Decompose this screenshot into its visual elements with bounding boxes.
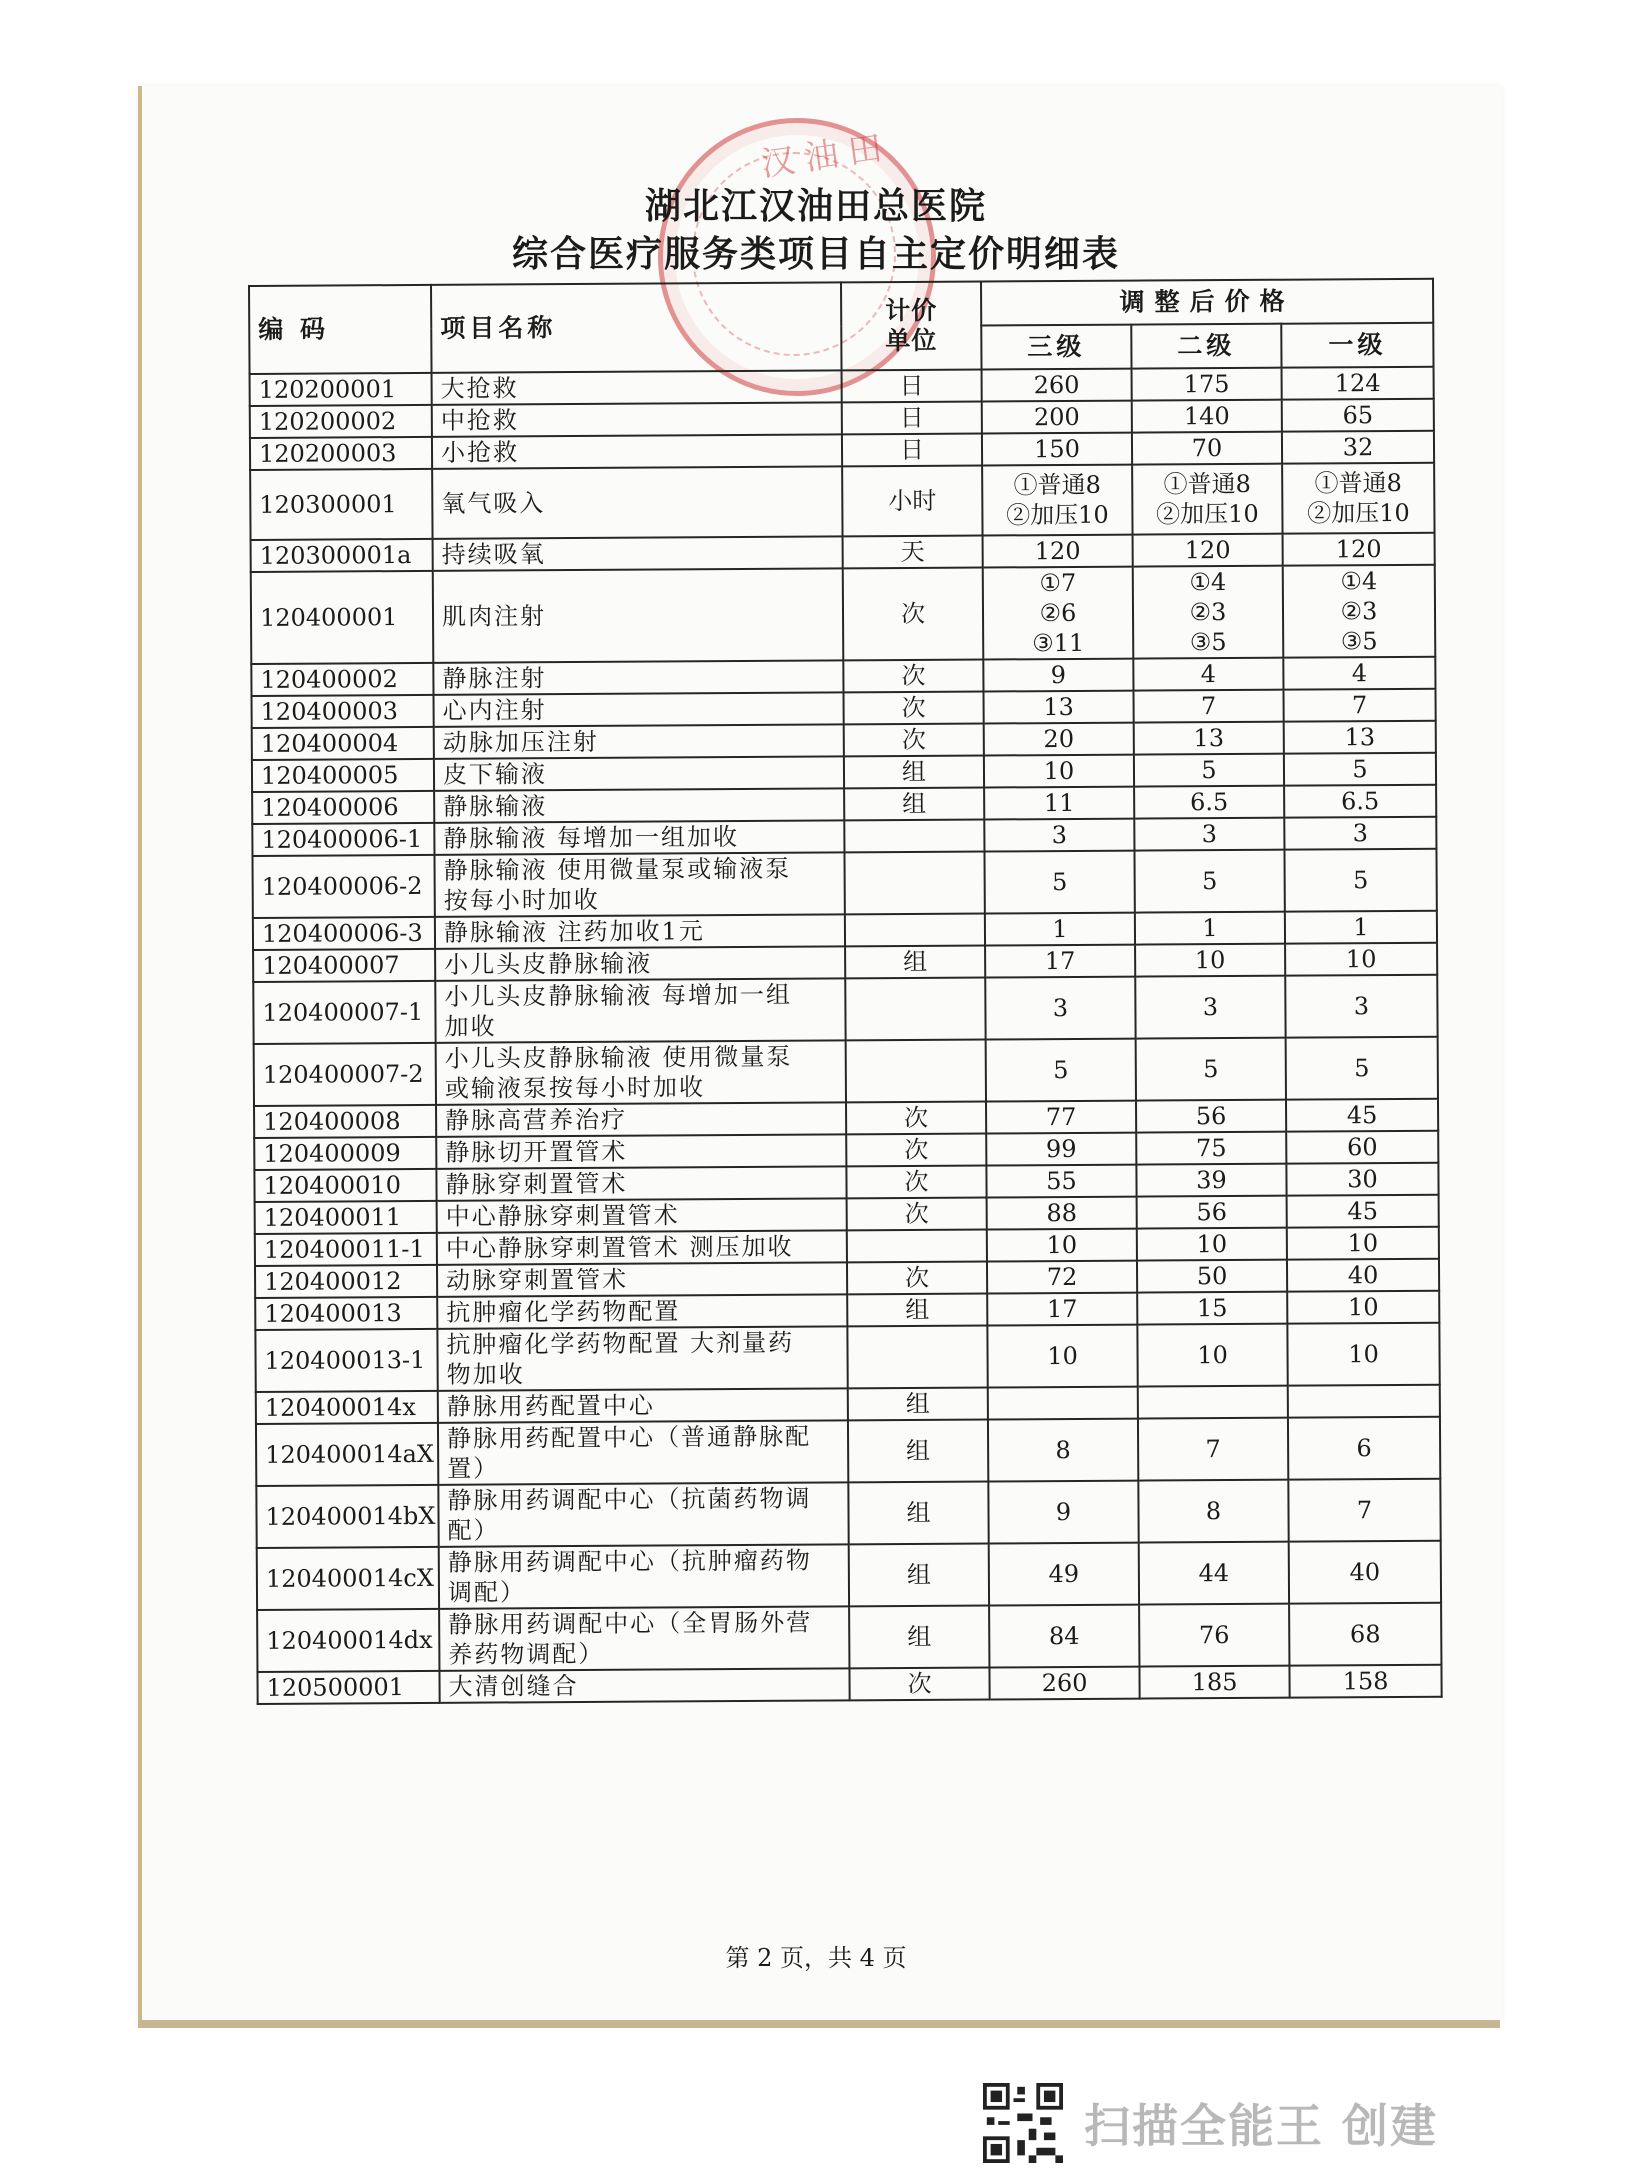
price-level-2: 8 (1138, 1480, 1288, 1543)
price-level-1: 1 (1285, 911, 1437, 944)
price-level-1: 5 (1284, 753, 1436, 786)
price-level-2: 10 (1137, 1324, 1287, 1387)
price-level-2: ①4 ②3 ③5 (1133, 566, 1284, 659)
price-level-2: 7 (1138, 1418, 1288, 1481)
price-level-1: 3 (1285, 975, 1437, 1038)
table-row (251, 565, 1436, 664)
price-level-3: 49 (989, 1543, 1139, 1606)
item-name: 中抢救 (432, 402, 842, 437)
item-unit: 次 (846, 1102, 986, 1135)
item-unit: 次 (843, 660, 983, 693)
item-unit: 组 (848, 1420, 988, 1483)
header-item-name: 项目名称 (431, 282, 842, 373)
price-level-1: 6 (1288, 1417, 1440, 1480)
item-unit (846, 1040, 986, 1103)
item-name: 静脉高营养治疗 (436, 1102, 846, 1137)
item-code: 120300001 (250, 469, 432, 540)
item-unit (845, 978, 985, 1041)
item-code: 120400007-2 (254, 1043, 436, 1106)
price-level-3: 17 (985, 945, 1135, 978)
price-level-3: 260 (989, 1667, 1139, 1700)
item-name: 静脉用药调配中心（抗肿瘤药物 调配） (439, 1544, 849, 1609)
price-level-3: 20 (984, 723, 1134, 756)
item-name: 小抢救 (432, 434, 842, 469)
item-code: 120400006-3 (253, 917, 435, 950)
price-level-1: 120 (1283, 533, 1435, 566)
item-unit: 次 (846, 1166, 986, 1199)
price-level-3: 9 (988, 1481, 1138, 1544)
pricing-table (248, 278, 1443, 1705)
price-level-2: 15 (1137, 1292, 1287, 1325)
price-level-2: 1 (1135, 912, 1285, 945)
item-name: 中心静脉穿刺置管术 测压加收 (437, 1230, 847, 1265)
price-level-1: 40 (1287, 1259, 1439, 1292)
item-unit: 组 (849, 1605, 989, 1668)
table-row (254, 1037, 1438, 1106)
price-level-3: 260 (982, 369, 1132, 402)
price-level-3: 8 (988, 1419, 1138, 1482)
item-unit: 次 (846, 1134, 986, 1167)
table-row (250, 463, 1434, 540)
item-unit: 日 (842, 434, 982, 467)
item-code: 120400013-1 (255, 1329, 437, 1392)
item-code: 120400011 (255, 1201, 437, 1234)
item-unit (845, 914, 985, 947)
price-level-2: 5 (1134, 754, 1284, 787)
table-row (252, 849, 1436, 918)
item-name: 静脉用药配置中心（普通静脉配 置） (438, 1420, 848, 1485)
price-level-3 (988, 1387, 1138, 1420)
price-level-1: 40 (1289, 1541, 1441, 1604)
price-level-2: 5 (1134, 850, 1284, 913)
item-name: 小儿头皮静脉输液 使用微量泵 或输液泵按每小时加收 (436, 1040, 846, 1105)
price-level-2: 76 (1139, 1604, 1289, 1667)
table-row (255, 1323, 1439, 1392)
item-code: 120400014bX (256, 1485, 438, 1548)
item-code: 120400010 (254, 1169, 436, 1202)
price-level-3: 5 (986, 1039, 1136, 1102)
header-code: 编 码 (249, 285, 432, 374)
item-name: 皮下输液 (434, 756, 844, 791)
price-level-1: 45 (1286, 1099, 1438, 1132)
item-name: 动脉加压注射 (434, 724, 844, 759)
header-adjusted-price: 调整后价格 (981, 279, 1433, 326)
price-level-3: 5 (984, 851, 1134, 914)
price-level-2: 3 (1134, 818, 1284, 851)
price-level-1: 5 (1284, 849, 1436, 912)
header-level-3: 三级 (981, 325, 1131, 370)
table-row (257, 1665, 1441, 1704)
table-row (257, 1541, 1441, 1610)
table-title: 综合医疗服务类项目自主定价明细表 (511, 233, 1120, 275)
price-level-3: 84 (989, 1605, 1139, 1668)
price-level-2: 13 (1134, 722, 1284, 755)
price-level-3: 10 (987, 1229, 1137, 1262)
price-level-2: 39 (1136, 1164, 1286, 1197)
item-code: 120400012 (255, 1265, 437, 1298)
item-unit: 组 (844, 756, 984, 789)
price-level-3: 3 (984, 819, 1134, 852)
item-name: 静脉输液 每增加一组加收 (434, 820, 844, 855)
price-level-2: 56 (1137, 1196, 1287, 1229)
item-code: 120400014x (256, 1391, 438, 1424)
item-code: 120400005 (252, 759, 434, 792)
price-level-1: 10 (1287, 1291, 1439, 1324)
item-unit: 组 (849, 1543, 989, 1606)
item-unit: 次 (843, 692, 983, 725)
item-code: 120400013 (255, 1297, 437, 1330)
item-code: 120400014cX (257, 1547, 439, 1610)
item-code: 120400007 (253, 949, 435, 982)
price-level-1: 4 (1283, 657, 1435, 690)
price-level-3: 3 (985, 977, 1135, 1040)
pricing-table-body (250, 367, 1442, 1704)
price-level-1: ①4 ②3 ③5 (1283, 565, 1436, 658)
price-level-1: 45 (1287, 1195, 1439, 1228)
price-level-3: 150 (982, 433, 1132, 466)
price-level-1: 10 (1287, 1227, 1439, 1260)
item-name: 中心静脉穿刺置管术 (437, 1198, 847, 1233)
item-code: 120200002 (250, 405, 432, 438)
item-code: 120400003 (252, 695, 434, 728)
price-level-3: 88 (987, 1197, 1137, 1230)
item-name: 小儿头皮静脉输液 每增加一组 加收 (435, 978, 845, 1043)
item-name: 动脉穿刺置管术 (437, 1262, 847, 1297)
item-name: 持续吸氧 (433, 536, 843, 571)
item-name: 抗肿瘤化学药物配置 大剂量药 物加收 (437, 1326, 847, 1391)
price-level-2: 7 (1133, 690, 1283, 723)
price-level-2: 70 (1132, 432, 1282, 465)
price-level-2: ①普通8 ②加压10 (1132, 464, 1282, 535)
price-level-3: ①7 ②6 ③11 (983, 567, 1134, 660)
item-name: 小儿头皮静脉输液 (435, 946, 845, 981)
price-level-2: 4 (1133, 658, 1283, 691)
item-unit: 天 (843, 536, 983, 569)
price-level-1: 7 (1288, 1479, 1440, 1542)
item-code: 120500001 (257, 1671, 439, 1704)
price-level-3: 13 (983, 691, 1133, 724)
price-level-3: 17 (987, 1293, 1137, 1326)
item-unit (847, 1326, 987, 1389)
header-level-1: 一级 (1281, 323, 1433, 368)
item-name: 静脉用药调配中心（全胃肠外营 养药物调配） (439, 1606, 849, 1671)
price-level-2: 140 (1132, 400, 1282, 433)
item-unit (844, 852, 984, 915)
item-code: 120200003 (250, 437, 432, 470)
price-level-3: ①普通8 ②加压10 (982, 465, 1132, 536)
item-unit: 组 (848, 1388, 988, 1421)
item-unit: 次 (847, 1262, 987, 1295)
item-unit (847, 1230, 987, 1263)
item-code: 120400014aX (256, 1423, 438, 1486)
item-name: 肌肉注射 (433, 568, 844, 663)
price-level-3: 1 (985, 913, 1135, 946)
item-code: 120400006-2 (252, 855, 434, 918)
item-code: 120400002 (251, 663, 433, 696)
price-level-1: ①普通8 ②加压10 (1282, 463, 1434, 534)
price-level-2: 5 (1136, 1038, 1286, 1101)
price-level-2: 185 (1139, 1666, 1289, 1699)
price-level-1: 158 (1289, 1665, 1441, 1698)
item-unit: 组 (845, 946, 985, 979)
price-level-2: 3 (1135, 976, 1285, 1039)
price-level-1: 7 (1283, 689, 1435, 722)
item-name: 氧气吸入 (432, 466, 842, 539)
price-level-1: 124 (1282, 367, 1434, 400)
price-level-3: 200 (982, 401, 1132, 434)
qr-code-icon (983, 2083, 1063, 2163)
price-level-3: 10 (987, 1325, 1137, 1388)
item-name: 静脉输液 使用微量泵或输液泵 按每小时加收 (434, 852, 844, 917)
price-level-1: 68 (1289, 1603, 1441, 1666)
item-unit: 日 (842, 370, 982, 403)
item-name: 静脉切开置管术 (436, 1134, 846, 1169)
item-unit: 次 (847, 1198, 987, 1231)
price-level-2: 56 (1136, 1100, 1286, 1133)
item-code: 120400007-1 (253, 981, 435, 1044)
item-unit: 组 (847, 1294, 987, 1327)
item-name: 静脉输液 注药加收1元 (435, 914, 845, 949)
price-level-3: 120 (983, 535, 1133, 568)
item-unit: 组 (848, 1482, 988, 1545)
item-unit: 次 (849, 1667, 989, 1700)
price-level-1: 65 (1282, 399, 1434, 432)
item-name: 静脉注射 (433, 660, 843, 695)
hospital-title: 湖北江汉油田总医院 (644, 185, 987, 227)
item-unit: 组 (844, 788, 984, 821)
price-level-2: 120 (1133, 534, 1283, 567)
item-name: 大清创缝合 (439, 1668, 849, 1703)
price-level-2: 50 (1137, 1260, 1287, 1293)
item-unit (844, 820, 984, 853)
header-level-2: 二级 (1131, 324, 1281, 369)
item-code: 120400004 (252, 727, 434, 760)
price-level-2: 10 (1137, 1228, 1287, 1261)
item-code: 120400006-1 (252, 823, 434, 856)
item-name: 静脉用药调配中心（抗菌药物调 配） (438, 1482, 848, 1547)
item-code: 120400006 (252, 791, 434, 824)
price-level-2: 75 (1136, 1132, 1286, 1165)
price-level-1: 32 (1282, 431, 1434, 464)
item-code: 120400011-1 (255, 1233, 437, 1266)
price-level-2: 6.5 (1134, 786, 1284, 819)
price-level-2 (1138, 1386, 1288, 1419)
price-level-1: 6.5 (1284, 785, 1436, 818)
price-level-2: 10 (1135, 944, 1285, 977)
price-level-1: 30 (1286, 1163, 1438, 1196)
price-level-2: 175 (1132, 368, 1282, 401)
price-level-1: 5 (1286, 1037, 1438, 1100)
table-row (257, 1603, 1441, 1672)
table-row (256, 1417, 1440, 1486)
item-code: 120400008 (254, 1105, 436, 1138)
price-level-3: 11 (984, 787, 1134, 820)
official-seal-text: 汉油田 (758, 126, 895, 185)
price-level-2: 44 (1139, 1542, 1289, 1605)
price-level-3: 55 (986, 1165, 1136, 1198)
header-unit: 计价 单位 (841, 282, 982, 371)
table-row (256, 1479, 1440, 1548)
price-level-1: 13 (1284, 721, 1436, 754)
item-unit: 次 (844, 724, 984, 757)
price-level-1: 60 (1286, 1131, 1438, 1164)
item-unit: 日 (842, 402, 982, 435)
price-level-1 (1288, 1385, 1440, 1418)
item-name: 抗肿瘤化学药物配置 (437, 1294, 847, 1329)
price-level-1: 10 (1285, 943, 1437, 976)
price-level-1: 3 (1284, 817, 1436, 850)
price-level-3: 10 (984, 755, 1134, 788)
price-level-1: 10 (1287, 1323, 1439, 1386)
price-level-3: 99 (986, 1133, 1136, 1166)
item-code: 120200001 (250, 373, 432, 406)
item-code: 120400014dx (257, 1609, 439, 1672)
item-name: 大抢救 (432, 370, 842, 405)
item-unit: 小时 (842, 466, 982, 537)
table-row (253, 975, 1437, 1044)
item-code: 120400009 (254, 1137, 436, 1170)
scanner-watermark: 扫描全能王 创建 (1084, 2099, 1439, 2153)
price-level-3: 77 (986, 1101, 1136, 1134)
price-level-3: 72 (987, 1261, 1137, 1294)
page-bottom-edge (138, 2020, 1500, 2028)
item-name: 心内注射 (434, 692, 844, 727)
item-unit: 次 (843, 568, 984, 661)
item-code: 120400001 (251, 571, 434, 664)
item-name: 静脉用药配置中心 (438, 1388, 848, 1423)
item-code: 120300001a (251, 539, 433, 572)
item-name: 静脉穿刺置管术 (436, 1166, 846, 1201)
item-name: 静脉输液 (434, 788, 844, 823)
page-number: 第 2 页，共 4 页 (725, 1944, 907, 1972)
price-level-3: 9 (983, 659, 1133, 692)
